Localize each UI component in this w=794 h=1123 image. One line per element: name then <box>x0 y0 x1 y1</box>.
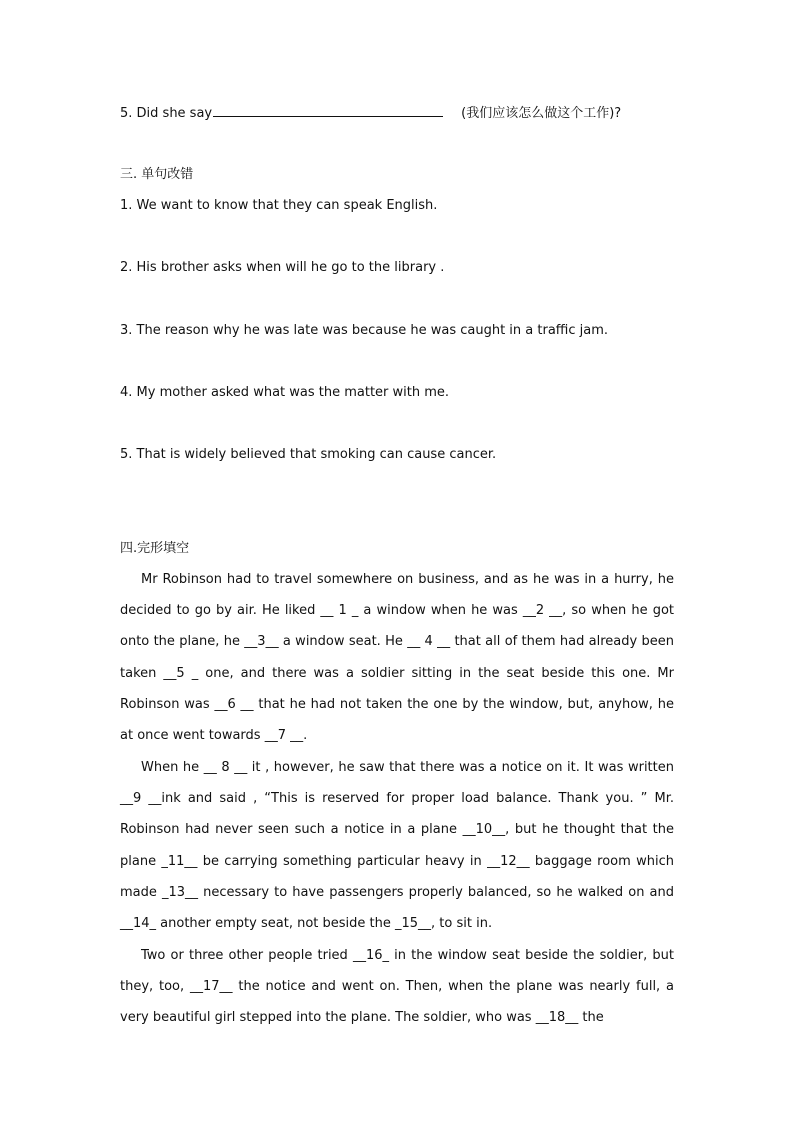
section-two-item-5 <box>120 103 621 123</box>
cloze-paragraph-2: When he __ 8 __ it , however, he saw that there was a notice on it. It was written __9 __ink and said , “This is reserved for proper load balance. Thank you. ” Mr. Robinson had never seen such a notice in a plane __10__, but he thought that the plane _11__ be carrying something particular heavy in __12__ baggage room which made _13__ necessary to have passengers properly balanced, so he walked on and __14_ another empty seat, not beside the _15__, to sit in. <box>120 760 674 932</box>
error-correction-item-1: 1. We want to know that they can speak English. <box>120 198 438 213</box>
section-four-heading: 四.完形填空 <box>120 541 190 556</box>
item-5-prefix: 5. Did she say <box>120 106 213 121</box>
error-correction-item-2: 2. His brother asks when will he go to the library . <box>120 260 445 275</box>
cloze-paragraph-3: Two or three other people tried __16_ in the window seat beside the soldier, but they, too, __17__ the notice and went on. Then, when the plane was nearly full, a very beautiful girl stepped into the plane. The soldier, who was __18__ the <box>120 948 674 1026</box>
section-three-heading: 三. 单句改错 <box>120 167 194 182</box>
error-correction-item-4: 4. My mother asked what was the matter with me. <box>120 385 450 400</box>
answer-blank <box>213 103 443 117</box>
error-correction-item-3: 3. The reason why he was late was because he was caught in a traffic jam. <box>120 323 609 338</box>
cloze-paragraph-1: Mr Robinson had to travel somewhere on business, and as he was in a hurry, he decided to go by air. He liked __ 1 _ a window when he was __2 __, so when he got onto the plane, he __3__ a window seat. He __ 4 __ that all of them had already been taken __5 _ one, and there was a soldier sitting in the seat beside this one. Mr Robinson was __6 __ that he had not taken the one by the window, but, anyhow, he at once went towards __7 __. <box>120 572 674 744</box>
error-correction-item-5: 5. That is widely believed that smoking can cause cancer. <box>120 447 497 462</box>
item-5-hint: (我们应该怎么做这个工作)? <box>461 106 622 121</box>
